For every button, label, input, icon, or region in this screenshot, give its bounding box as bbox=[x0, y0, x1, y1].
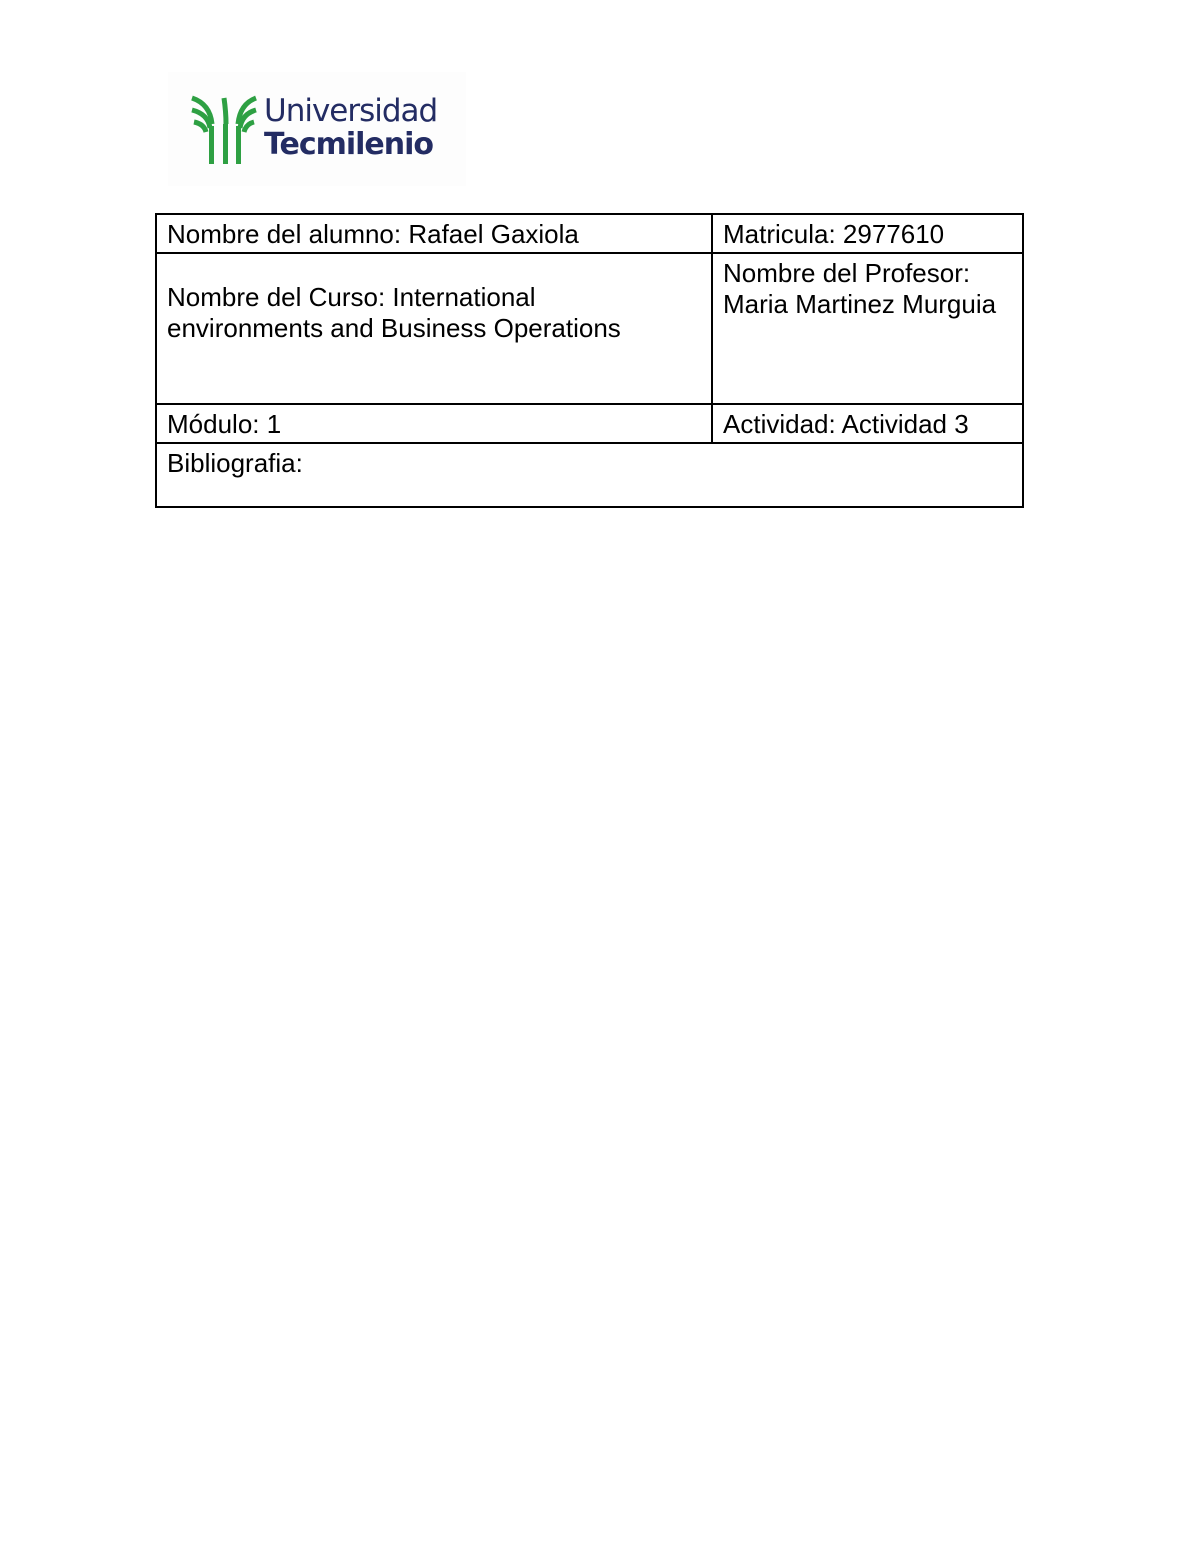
university-logo bbox=[168, 72, 466, 186]
student-name-cell: Nombre del alumno: Rafael Gaxiola bbox=[156, 214, 712, 253]
logo-line-universidad: Universidad bbox=[264, 93, 438, 129]
course-cell bbox=[156, 253, 712, 404]
course-line-1: Nombre del Curso: International bbox=[167, 282, 536, 312]
student-info-table bbox=[155, 213, 1024, 508]
logo-wordmark bbox=[264, 93, 438, 162]
table-row bbox=[156, 214, 1023, 253]
bibliography-cell: Bibliografia: bbox=[156, 443, 1023, 507]
course-line-2: environments and Business Operations bbox=[167, 313, 621, 343]
activity-cell: Actividad: Actividad 3 bbox=[712, 404, 1023, 443]
table-row bbox=[156, 404, 1023, 443]
table-row bbox=[156, 443, 1023, 507]
table-row bbox=[156, 253, 1023, 404]
tecmilenio-emblem-icon bbox=[190, 94, 260, 166]
logo-line-tecmilenio: Tecmilenio bbox=[264, 127, 434, 162]
professor-line-1: Nombre del Profesor: bbox=[723, 258, 971, 288]
module-cell: Módulo: 1 bbox=[156, 404, 712, 443]
professor-cell bbox=[712, 253, 1023, 404]
professor-line-2: Maria Martinez Murguia bbox=[723, 289, 997, 319]
matricula-cell: Matricula: 2977610 bbox=[712, 214, 1023, 253]
